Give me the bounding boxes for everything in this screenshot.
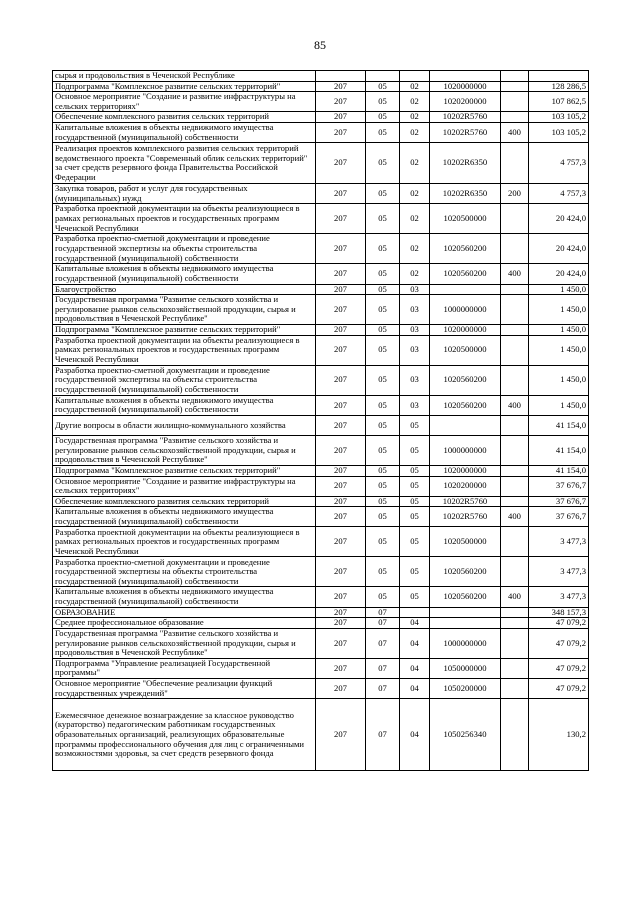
row-target-article: 10202R5760 <box>430 122 501 142</box>
row-name: Реализация проектов комплексного развития сельских территорий ведомственного проекта "Современный облик сельских территорий" за счет средств резервного фонда Правительства Российской Федерации <box>53 143 316 184</box>
row-ved-code: 207 <box>316 587 366 607</box>
row-target-article: 1020560200 <box>430 587 501 607</box>
row-section-code: 05 <box>366 234 400 264</box>
row-amount: 3 477,3 <box>529 527 589 557</box>
table-row <box>53 335 589 365</box>
row-target-article: 1020000000 <box>430 325 501 336</box>
row-expense-type <box>501 143 529 184</box>
row-section-code: 05 <box>366 295 400 325</box>
row-target-article <box>430 284 501 295</box>
row-section-code: 05 <box>366 496 400 507</box>
row-ved-code: 207 <box>316 122 366 142</box>
row-ved-code: 207 <box>316 465 366 476</box>
row-amount: 1 450,0 <box>529 395 589 415</box>
row-expense-type <box>501 325 529 336</box>
row-amount: 20 424,0 <box>529 234 589 264</box>
table-row <box>53 679 589 699</box>
table-row <box>53 81 589 92</box>
row-expense-type <box>501 628 529 658</box>
row-expense-type <box>501 92 529 112</box>
row-ved-code: 207 <box>316 618 366 629</box>
table-row <box>53 476 589 496</box>
row-section-code: 05 <box>366 395 400 415</box>
row-amount: 4 757,3 <box>529 184 589 204</box>
row-target-article: 1000000000 <box>430 628 501 658</box>
row-target-article: 1000000000 <box>430 295 501 325</box>
row-name: Основное мероприятие "Создание и развитие инфраструктуры на сельских территориях" <box>53 476 316 496</box>
row-name: Обеспечение комплексного развития сельских территорий <box>53 496 316 507</box>
row-amount: 103 105,2 <box>529 122 589 142</box>
row-name: Капитальные вложения в объекты недвижимого имущества государственной (муниципальной) собственности <box>53 507 316 527</box>
row-subsection-code: 05 <box>400 415 430 435</box>
row-ved-code: 207 <box>316 557 366 587</box>
row-name: Государственная программа "Развитие сельского хозяйства и регулирование рынков сельскохозяйственной продукции, сырья и продовольствия в Чеченской Республике" <box>53 435 316 465</box>
row-expense-type: 200 <box>501 184 529 204</box>
row-subsection-code: 03 <box>400 325 430 336</box>
row-subsection-code: 05 <box>400 435 430 465</box>
row-subsection-code: 05 <box>400 557 430 587</box>
row-target-article: 1020500000 <box>430 527 501 557</box>
table-row <box>53 658 589 678</box>
row-section-code: 05 <box>366 143 400 184</box>
row-subsection-code: 05 <box>400 465 430 476</box>
row-amount: 348 157,3 <box>529 607 589 618</box>
row-section-code: 05 <box>366 587 400 607</box>
row-section-code: 05 <box>366 507 400 527</box>
row-section-code: 05 <box>366 527 400 557</box>
row-name: Ежемесячное денежное вознаграждение за классное руководство (кураторство) педагогическим работникам государственных образовательных организаций, реализующих образовательные программы профессионального обучения для лиц с ограниченными возможностями здоровья, за счет средств резервного фонда <box>53 699 316 771</box>
row-section-code: 05 <box>366 325 400 336</box>
row-name: Подпрограмма "Комплексное развитие сельских территорий" <box>53 81 316 92</box>
table-row <box>53 527 589 557</box>
row-section-code: 05 <box>366 465 400 476</box>
row-name: Разработка проектно-сметной документации и проведение государственной экспертизы на объекты строительства государственной (муниципальной) собственности <box>53 365 316 395</box>
row-target-article: 1050256340 <box>430 699 501 771</box>
row-expense-type <box>501 112 529 123</box>
table-row <box>53 465 589 476</box>
row-amount: 41 154,0 <box>529 435 589 465</box>
row-expense-type <box>501 335 529 365</box>
row-target-article: 10202R6350 <box>430 143 501 184</box>
table-row <box>53 184 589 204</box>
page-number: 85 <box>314 38 326 52</box>
table-row <box>53 557 589 587</box>
row-section-code: 05 <box>366 112 400 123</box>
row-ved-code: 207 <box>316 415 366 435</box>
row-section-code: 05 <box>366 415 400 435</box>
row-expense-type: 400 <box>501 507 529 527</box>
row-amount: 47 079,2 <box>529 628 589 658</box>
row-amount: 1 450,0 <box>529 335 589 365</box>
row-ved-code: 207 <box>316 507 366 527</box>
row-subsection-code: 03 <box>400 395 430 415</box>
row-section-code: 07 <box>366 618 400 629</box>
table-row <box>53 699 589 771</box>
row-expense-type: 400 <box>501 264 529 284</box>
row-ved-code: 207 <box>316 365 366 395</box>
row-target-article <box>430 71 501 82</box>
row-subsection-code: 05 <box>400 507 430 527</box>
row-expense-type <box>501 476 529 496</box>
row-target-article: 1000000000 <box>430 435 501 465</box>
row-amount: 107 862,5 <box>529 92 589 112</box>
table-row <box>53 587 589 607</box>
row-expense-type <box>501 71 529 82</box>
row-target-article: 1020500000 <box>430 204 501 234</box>
row-name: Основное мероприятие "Обеспечение реализации функций государственных учреждений" <box>53 679 316 699</box>
row-target-article: 10202R5760 <box>430 496 501 507</box>
row-section-code: 05 <box>366 204 400 234</box>
table-row <box>53 607 589 618</box>
row-ved-code: 207 <box>316 264 366 284</box>
row-subsection-code: 02 <box>400 143 430 184</box>
row-target-article: 1050000000 <box>430 658 501 678</box>
row-ved-code: 207 <box>316 435 366 465</box>
row-section-code: 05 <box>366 264 400 284</box>
table-row <box>53 325 589 336</box>
row-target-article <box>430 607 501 618</box>
table-row <box>53 234 589 264</box>
row-subsection-code: 02 <box>400 122 430 142</box>
row-ved-code: 207 <box>316 234 366 264</box>
row-name: Капитальные вложения в объекты недвижимого имущества государственной (муниципальной) собственности <box>53 587 316 607</box>
row-target-article: 10202R6350 <box>430 184 501 204</box>
row-ved-code: 207 <box>316 284 366 295</box>
table-row <box>53 122 589 142</box>
row-target-article: 1020560200 <box>430 365 501 395</box>
row-subsection-code: 05 <box>400 527 430 557</box>
row-name: Основное мероприятие "Создание и развитие инфраструктуры на сельских территориях" <box>53 92 316 112</box>
row-subsection-code: 02 <box>400 92 430 112</box>
row-amount <box>529 71 589 82</box>
row-expense-type <box>501 699 529 771</box>
row-expense-type: 400 <box>501 587 529 607</box>
row-ved-code: 207 <box>316 112 366 123</box>
row-amount: 3 477,3 <box>529 587 589 607</box>
table-row <box>53 204 589 234</box>
row-target-article: 1020560200 <box>430 234 501 264</box>
row-expense-type: 400 <box>501 395 529 415</box>
row-ved-code: 207 <box>316 476 366 496</box>
row-section-code: 05 <box>366 92 400 112</box>
table-row <box>53 415 589 435</box>
row-expense-type <box>501 365 529 395</box>
row-target-article: 10202R5760 <box>430 112 501 123</box>
row-name: Среднее профессиональное образование <box>53 618 316 629</box>
row-section-code: 05 <box>366 476 400 496</box>
row-name: Закупка товаров, работ и услуг для государственных (муниципальных) нужд <box>53 184 316 204</box>
row-section-code <box>366 71 400 82</box>
row-expense-type <box>501 465 529 476</box>
row-amount: 47 079,2 <box>529 658 589 678</box>
row-name: Государственная программа "Развитие сельского хозяйства и регулирование рынков сельскохозяйственной продукции, сырья и продовольствия в Чеченской Республике" <box>53 295 316 325</box>
row-subsection-code <box>400 607 430 618</box>
row-section-code: 05 <box>366 284 400 295</box>
row-target-article <box>430 415 501 435</box>
row-target-article: 1020560200 <box>430 264 501 284</box>
table-row <box>53 92 589 112</box>
row-name: Разработка проектно-сметной документации и проведение государственной экспертизы на объекты строительства государственной (муниципальной) собственности <box>53 234 316 264</box>
row-target-article: 1020200000 <box>430 476 501 496</box>
row-expense-type <box>501 607 529 618</box>
row-subsection-code: 05 <box>400 496 430 507</box>
row-expense-type: 400 <box>501 122 529 142</box>
row-subsection-code: 04 <box>400 699 430 771</box>
row-section-code: 05 <box>366 435 400 465</box>
row-amount: 1 450,0 <box>529 295 589 325</box>
row-name: Благоустройство <box>53 284 316 295</box>
row-name: Разработка проектной документации на объекты реализующиеся в рамках региональных проектов и государственных программ Чеченской Республики <box>53 335 316 365</box>
row-subsection-code: 02 <box>400 184 430 204</box>
row-section-code: 05 <box>366 122 400 142</box>
row-subsection-code: 04 <box>400 628 430 658</box>
row-target-article: 1020560200 <box>430 395 501 415</box>
table-row <box>53 435 589 465</box>
row-amount: 128 286,5 <box>529 81 589 92</box>
row-ved-code: 207 <box>316 699 366 771</box>
table-row <box>53 71 589 82</box>
row-amount: 47 079,2 <box>529 679 589 699</box>
row-name: Подпрограмма "Комплексное развитие сельских территорий" <box>53 325 316 336</box>
table-row <box>53 628 589 658</box>
row-expense-type <box>501 234 529 264</box>
row-expense-type <box>501 284 529 295</box>
budget-table <box>52 70 589 771</box>
row-name: Капитальные вложения в объекты недвижимого имущества государственной (муниципальной) собственности <box>53 122 316 142</box>
row-target-article: 10202R5760 <box>430 507 501 527</box>
row-expense-type <box>501 527 529 557</box>
table-row <box>53 507 589 527</box>
row-ved-code: 207 <box>316 607 366 618</box>
row-section-code: 07 <box>366 628 400 658</box>
row-target-article: 1020500000 <box>430 335 501 365</box>
row-expense-type <box>501 81 529 92</box>
row-ved-code: 207 <box>316 527 366 557</box>
row-amount: 47 079,2 <box>529 618 589 629</box>
row-ved-code: 207 <box>316 496 366 507</box>
row-ved-code: 207 <box>316 81 366 92</box>
row-name: Подпрограмма "Управление реализацией Государственной программы" <box>53 658 316 678</box>
row-name: Разработка проектной документации на объекты реализующиеся в рамках региональных проектов и государственных программ Чеченской Республики <box>53 527 316 557</box>
row-ved-code: 207 <box>316 335 366 365</box>
row-section-code: 05 <box>366 81 400 92</box>
row-section-code: 07 <box>366 699 400 771</box>
row-expense-type <box>501 618 529 629</box>
row-name: Подпрограмма "Комплексное развитие сельских территорий" <box>53 465 316 476</box>
row-name: Государственная программа "Развитие сельского хозяйства и регулирование рынков сельскохозяйственной продукции, сырья и продовольствия в Чеченской Республике" <box>53 628 316 658</box>
table-body <box>53 71 589 771</box>
row-section-code: 07 <box>366 658 400 678</box>
row-amount: 20 424,0 <box>529 204 589 234</box>
table-row <box>53 618 589 629</box>
table-row <box>53 143 589 184</box>
row-subsection-code: 02 <box>400 112 430 123</box>
row-amount: 1 450,0 <box>529 284 589 295</box>
table-row <box>53 284 589 295</box>
row-name: сырья и продовольствия в Чеченской Республике <box>53 71 316 82</box>
row-subsection-code: 03 <box>400 284 430 295</box>
row-ved-code: 207 <box>316 92 366 112</box>
row-ved-code: 207 <box>316 658 366 678</box>
row-ved-code: 207 <box>316 679 366 699</box>
row-target-article: 1020560200 <box>430 557 501 587</box>
table-row <box>53 496 589 507</box>
row-amount: 37 676,7 <box>529 507 589 527</box>
row-amount: 103 105,2 <box>529 112 589 123</box>
row-ved-code: 207 <box>316 325 366 336</box>
row-expense-type <box>501 679 529 699</box>
row-ved-code: 207 <box>316 143 366 184</box>
row-name: Капитальные вложения в объекты недвижимого имущества государственной (муниципальной) собственности <box>53 264 316 284</box>
row-target-article: 1050200000 <box>430 679 501 699</box>
table-row <box>53 295 589 325</box>
row-target-article <box>430 618 501 629</box>
row-amount: 3 477,3 <box>529 557 589 587</box>
row-amount: 20 424,0 <box>529 264 589 284</box>
row-amount: 130,2 <box>529 699 589 771</box>
row-name: Обеспечение комплексного развития сельских территорий <box>53 112 316 123</box>
row-section-code: 05 <box>366 365 400 395</box>
row-ved-code: 207 <box>316 184 366 204</box>
row-ved-code: 207 <box>316 628 366 658</box>
row-subsection-code: 02 <box>400 81 430 92</box>
row-ved-code: 207 <box>316 395 366 415</box>
row-target-article: 1020200000 <box>430 92 501 112</box>
row-ved-code: 207 <box>316 295 366 325</box>
row-expense-type <box>501 496 529 507</box>
row-subsection-code: 04 <box>400 618 430 629</box>
row-amount: 4 757,3 <box>529 143 589 184</box>
table-row <box>53 365 589 395</box>
row-expense-type <box>501 415 529 435</box>
row-subsection-code: 05 <box>400 587 430 607</box>
row-subsection-code: 02 <box>400 234 430 264</box>
row-name: Капитальные вложения в объекты недвижимого имущества государственной (муниципальной) собственности <box>53 395 316 415</box>
row-section-code: 07 <box>366 607 400 618</box>
row-subsection-code <box>400 71 430 82</box>
row-section-code: 05 <box>366 335 400 365</box>
row-section-code: 05 <box>366 184 400 204</box>
row-subsection-code: 05 <box>400 476 430 496</box>
row-ved-code: 207 <box>316 204 366 234</box>
row-name: ОБРАЗОВАНИЕ <box>53 607 316 618</box>
row-name: Разработка проектно-сметной документации и проведение государственной экспертизы на объекты строительства государственной (муниципальной) собственности <box>53 557 316 587</box>
row-subsection-code: 03 <box>400 335 430 365</box>
row-name: Другие вопросы в области жилищно-коммунального хозяйства <box>53 415 316 435</box>
row-section-code: 07 <box>366 679 400 699</box>
row-subsection-code: 04 <box>400 679 430 699</box>
table-row <box>53 395 589 415</box>
row-subsection-code: 02 <box>400 204 430 234</box>
row-ved-code <box>316 71 366 82</box>
row-subsection-code: 03 <box>400 365 430 395</box>
row-amount: 1 450,0 <box>529 365 589 395</box>
row-subsection-code: 04 <box>400 658 430 678</box>
row-amount: 1 450,0 <box>529 325 589 336</box>
row-section-code: 05 <box>366 557 400 587</box>
table-row <box>53 264 589 284</box>
row-subsection-code: 03 <box>400 295 430 325</box>
row-target-article: 1020000000 <box>430 465 501 476</box>
row-target-article: 1020000000 <box>430 81 501 92</box>
row-amount: 41 154,0 <box>529 465 589 476</box>
row-amount: 37 676,7 <box>529 476 589 496</box>
table-row <box>53 112 589 123</box>
row-amount: 37 676,7 <box>529 496 589 507</box>
row-expense-type <box>501 295 529 325</box>
row-subsection-code: 02 <box>400 264 430 284</box>
row-name: Разработка проектной документации на объекты реализующиеся в рамках региональных проектов и государственных программ Чеченской Республики <box>53 204 316 234</box>
row-expense-type <box>501 435 529 465</box>
row-amount: 41 154,0 <box>529 415 589 435</box>
row-expense-type <box>501 204 529 234</box>
row-expense-type <box>501 658 529 678</box>
row-expense-type <box>501 557 529 587</box>
